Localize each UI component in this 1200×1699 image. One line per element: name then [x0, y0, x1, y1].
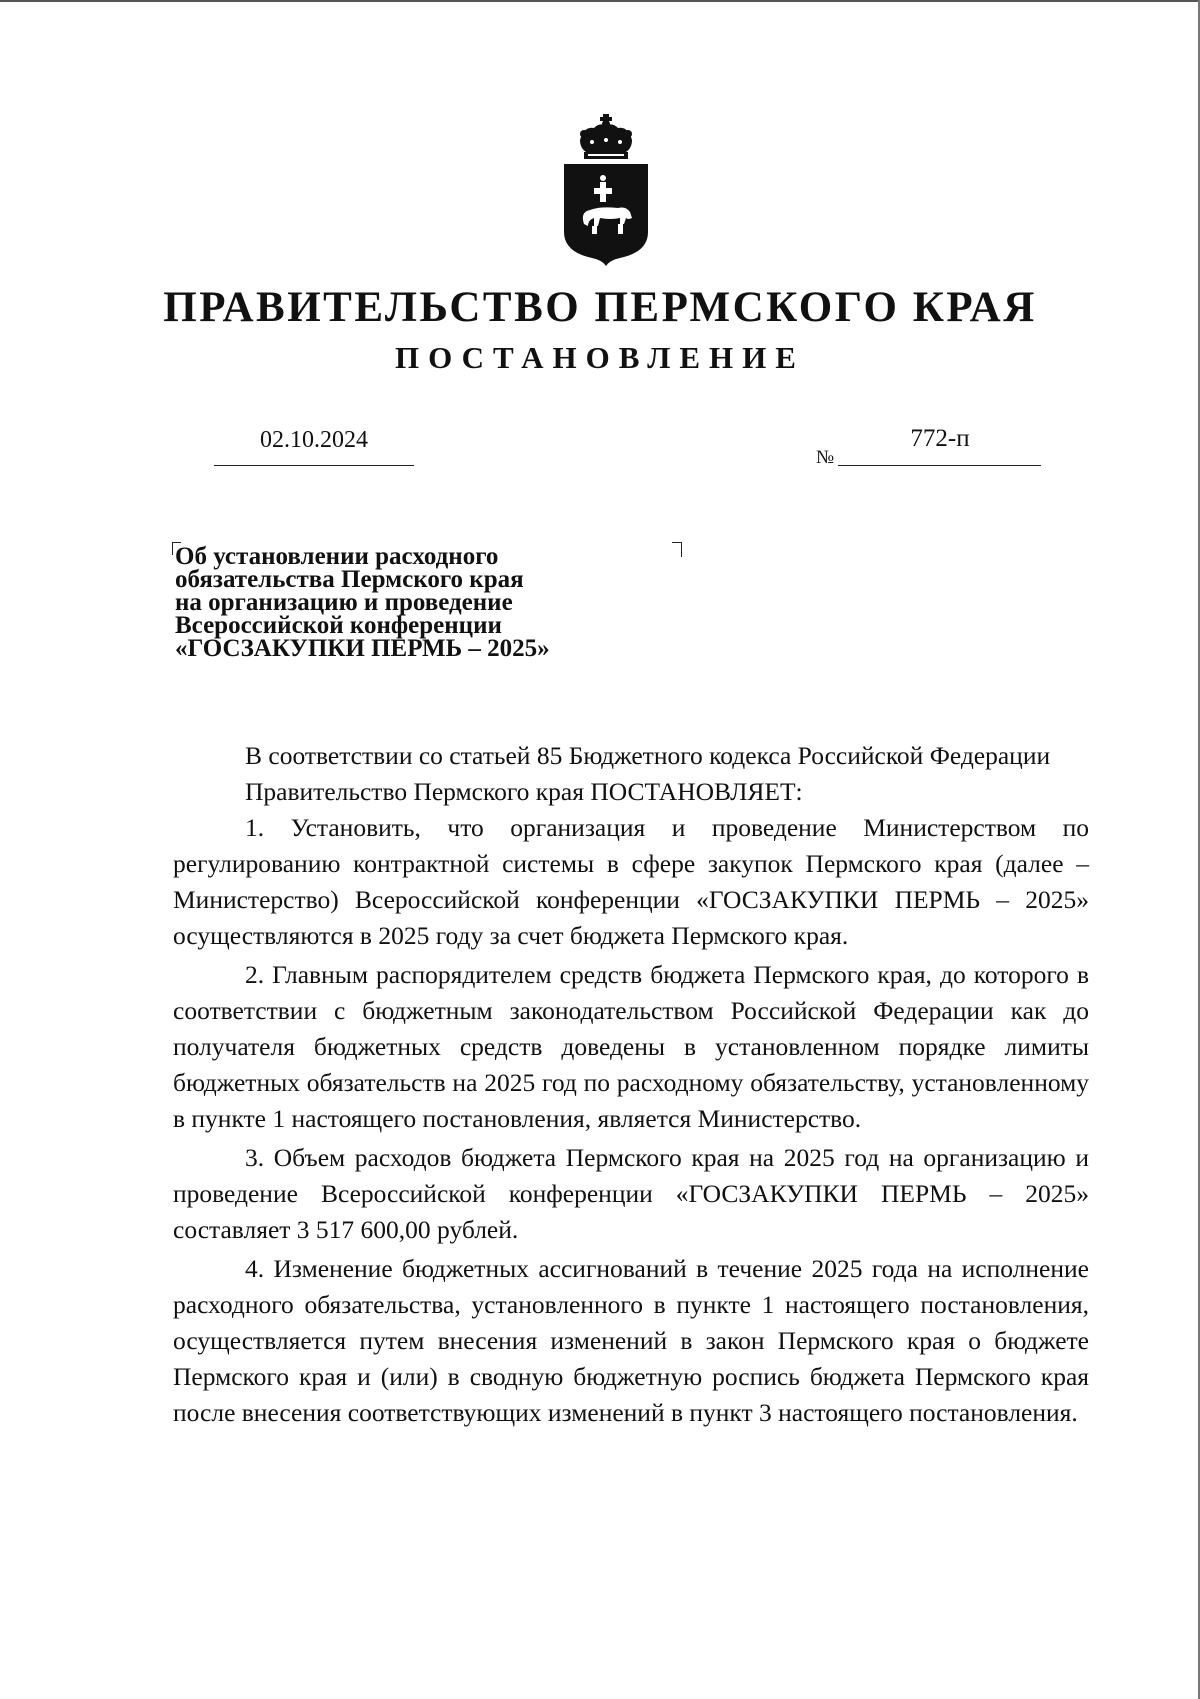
- number-underline: [838, 465, 1041, 466]
- document-body: [173, 738, 1089, 1431]
- date-underline: [214, 465, 414, 466]
- subject-line: на организацию и проведение: [175, 589, 513, 616]
- document-subject: [175, 545, 695, 660]
- decree-item-4: 4. Изменение бюджетных ассигнований в течение 2025 года на исполнение расходного обязательства, установленного в пункте 1 настоящего постановления, осуществляется путем внесения изменений в закон Пермского края о бюджете Пермского края и (или) в сводную бюджетную роспись бюджета Пермского края после внесения соответствующих изменений в пункт 3 настоящего постановления.: [173, 1254, 1089, 1427]
- document-date: 02.10.2024: [260, 427, 368, 453]
- page-edge-top: [0, 0, 1200, 2]
- decree-item-3: 3. Объем расходов бюджета Пермского края на 2025 год на организацию и проведение Всероссийской конференции «ГОСЗАКУПКИ ПЕРМЬ – 2025» составляет 3 517 600,00 рублей.: [173, 1143, 1089, 1244]
- decree-item-1: 1. Установить, что организация и проведение Министерством по регулированию контрактной системы в сфере закупок Пермского края (далее – Министерство) Всероссийской конференции «ГОСЗАКУПКИ ПЕРМЬ – 2025» осуществляются в 2025 году за счет бюджета Пермского края.: [173, 813, 1089, 950]
- document-number: 772-п: [910, 425, 970, 452]
- subject-line: «ГОСЗАКУПКИ ПЕРМЬ – 2025»: [175, 635, 550, 662]
- subject-line: Об установлении расходного: [175, 543, 499, 570]
- organization-title: ПРАВИТЕЛЬСТВО ПЕРМСКОГО КРАЯ: [163, 284, 1037, 331]
- number-sign: №: [816, 447, 835, 468]
- decree-statement: Правительство Пермского края ПОСТАНОВЛЯЕТ:: [245, 777, 803, 806]
- decree-item-2: 2. Главным распорядителем средств бюджета Пермского края, до которого в соответствии с бюджетным законодательством Российской Федерации как до получателя бюджетных средств доведены в установленном порядке лимиты бюджетных обязательств на 2025 год по расходному обязательству, установленному в пункте 1 настоящего постановления, является Министерство.: [173, 960, 1089, 1133]
- subject-line: Всероссийской конференции: [175, 612, 502, 639]
- preamble-paragraph: В соответствии со статьей 85 Бюджетного кодекса Российской Федерации: [245, 741, 1051, 770]
- document-type: ПОСТАНОВЛЕНИЕ: [395, 340, 805, 375]
- subject-line: обязательства Пермского края: [175, 566, 524, 593]
- perm-krai-coat-of-arms-icon: [560, 112, 652, 267]
